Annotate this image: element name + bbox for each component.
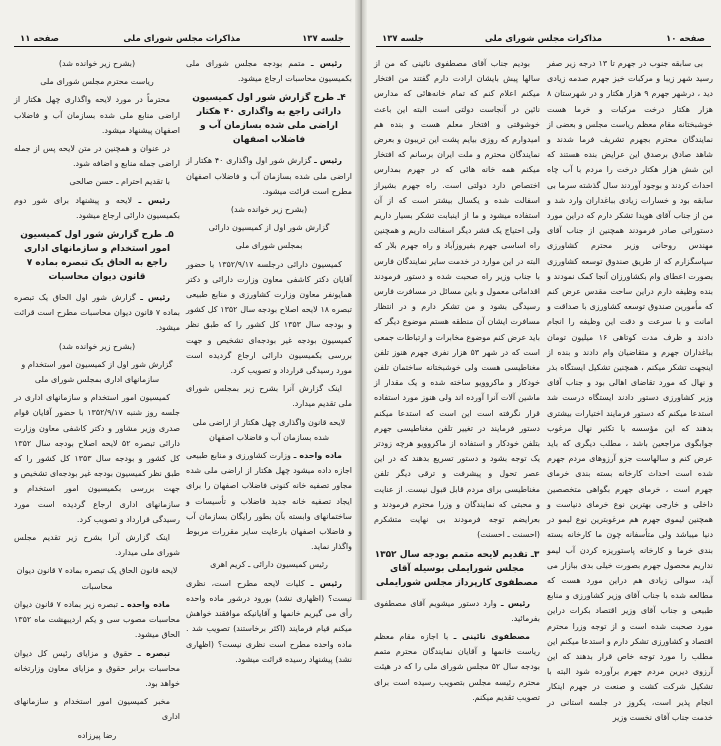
paragraph-text: گزارش شور اول از کمیسیون امور استخدام و سازمانهای اداری بمجلس شورای ملی bbox=[21, 359, 173, 385]
speaker-label: ماده واحده ـ bbox=[121, 599, 170, 609]
section-heading bbox=[374, 548, 540, 590]
paragraph bbox=[14, 141, 180, 171]
text-column-right bbox=[186, 56, 352, 670]
paragraph-text: لایحه و پیشنهاد برای شور دوم بکمیسیون دارائی ارجاع میشود. bbox=[14, 195, 180, 220]
paragraph bbox=[186, 576, 352, 667]
session-number: جلسه ۱۳۷ bbox=[382, 34, 424, 44]
paragraph-text: گزارش شور اول از کمیسیون دارائی bbox=[208, 223, 330, 233]
centered-line bbox=[14, 563, 180, 593]
speaker-label: رئیس ـ bbox=[310, 578, 342, 588]
paragraph bbox=[374, 596, 540, 626]
paragraph-text: ۴ـ طرح گزارش شور اول کمیسیون دارائی راجع به واگذاری ۴۰ هکتار اراضی ملی شده بسازمان آب و فاضلاب اصفهان bbox=[192, 93, 346, 146]
paragraph-text: بمجلس شورای ملی bbox=[235, 241, 303, 251]
paragraph bbox=[14, 174, 180, 189]
paragraph-text: گزارش شور اول واگذاری ۴۰ هکتار از اراضی ملی شده بسازمان آب و فاضلاب اصفهان مطرح است قرائت میشود. bbox=[186, 156, 352, 196]
session-number: جلسه ۱۳۷ bbox=[302, 34, 344, 44]
centered-line bbox=[14, 74, 180, 89]
paragraph-text: اینک گزارش آنرا بشرح زیر بمجلس شورای ملی تقدیم میدارد. bbox=[186, 384, 352, 409]
centered-line bbox=[186, 557, 352, 572]
paragraph bbox=[186, 153, 352, 199]
paragraph-text: با تقدیم احترام ـ حسن صالحی bbox=[69, 177, 170, 187]
paragraph-text: (بشرح زیر خوانده شد) bbox=[230, 205, 308, 215]
paragraph-text: (بشرح زیر خوانده شد) bbox=[58, 59, 136, 68]
paragraph bbox=[374, 629, 540, 705]
text-column-right bbox=[547, 56, 713, 728]
running-title: مذاکرات مجلس شورای ملی bbox=[123, 34, 241, 44]
paragraph-text: تبصره زیر بماده ۷ قانون دیوان محاسبات مصوب سی و یکم اردیبهشت ماه ۱۳۵۲ الحاق میشود. bbox=[14, 599, 180, 640]
paragraph-text: کلیات لایحه مطرح است، نظری نیست؟ (اظهاری نشد) بورود درشور ماده واحده رأی می گیریم خانمها و آقایانیکه موافقند خواهش میکنم قیام فرمایند (اکثر برخاستند) تصویب شد . ماده واحده مطرح است نظری نیست؟ (اظهاری نشد) پیشنهاد رسیده قرائت میشود. bbox=[186, 578, 352, 664]
paragraph bbox=[14, 92, 180, 138]
section-heading bbox=[14, 228, 180, 284]
paragraph-text: لایحه قانون واگذاری چهل هکتار از اراضی ملی شده بسازمان آب و فاضلاب اصفهان bbox=[192, 417, 346, 442]
paragraph-text: وارد دستور میشویم آقای مصطفوی بفرمائید. bbox=[374, 598, 540, 623]
centered-line bbox=[186, 202, 352, 217]
centered-line bbox=[14, 339, 180, 354]
paragraph bbox=[14, 694, 180, 724]
paragraph-text: اینک گزارش آنرا بشرح زیر تقدیم مجلس شورای ملی میدارد. bbox=[14, 533, 180, 558]
paragraph-text: لایحه قانون الحاق یک تبصره بماده ۷ قانون دیوان محاسبات bbox=[16, 566, 178, 591]
paragraph bbox=[14, 193, 180, 223]
paragraph-text: ریاست محترم مجلس شورای ملی bbox=[40, 77, 154, 87]
centered-line bbox=[14, 357, 180, 387]
paragraph-text: با اجازه مقام معظم ریاست خانمها و آقایان نمایندگان محترم متمم بودجه سال ۵۲ مجلس شورای ملی را که در هیئت محترم رئیسه مجلس بتصویب رسیده است برای تصویب تقدیم میکنم. bbox=[374, 631, 540, 702]
speaker-label: رئیس ـ bbox=[500, 598, 530, 608]
paragraph-text: در عنوان و همچنین در متن لایحه پس از جمله اراضی جمله منابع و اضافه شود. bbox=[14, 144, 180, 169]
paragraph-text: متمم بودجه مجلس شورای ملی بکمیسیون محاسبات ارجاع میشود. bbox=[186, 59, 352, 84]
paragraph bbox=[14, 597, 180, 643]
text-column-left bbox=[14, 56, 180, 746]
paragraph-text: بودیم جناب آقای مصطفوی نائینی که من از سالها پیش بایشان ارادت دارم گفتند من افتخار میکنم اعلام کنم که تمام خانه‌هائی که مدارس نائین در آنجاست دولتی است البته این باعث خوشوقتی و افتخار معلم هست و بنده هم امیدوارم که روزی بیایم پشت این تریبون و بعرض نمایندگان محترم و ملت ایران برسانم که افتخار میکنم همه خانه هائی که در جهرم بمدارس اختصاص دارد دولتی است. راه جهرم بشیراز اسفالت شده و یکسال بیشتر است که از آن استفاده میشود و ما از اینبابت تشکر بسیار داریم ولی احتیاج یک قشر دیگر اسفالت داریم و همچنین راه اساسی جهرم بفیروزآباد و راه جهرم بلار که البته در این موارد در خدمت سایر نمایندگان فارس با جناب وزیر راه صحبت شده و دستور فرمودند اقداماتی معمول و باین مسائل در مسافرت فارس رسیدگی بشود و من تشکر دارم و در انتظار مسافرت ایشان آن منطقه هستم موضوع دیگر که باید عرض کنم موضوع مخابرات و ارتباطات جمعی است که در شهر ۵۳ هزار نفری جهرم هنوز تلفن مغناطیسی هست ولی خوشبختانه ساختمان تلفن خودکار و ماکروویو ساخته شده و یک مقدار از ماشین آلات آنرا آورده اند ولی هنوز مورد استفاده قرار نگرفته است این است که استدعا میکنم دستور فرمایند در تغییر تلفن مغناطیسی جهرم بتلفن خودکار و استفاده از ماکروویو هرچه زودتر یک توجه بشود و دستور تسریع بدهند که در این عصر تحول و پیشرفت و ترقی دیگر تلفن مغناطیسی برای مردم قابل قبول نیست. از عنایت و محبتی که نمایندگان و وزرا محترم فرمودند و بعرایضم توجه فرمودند بی نهایت متشکرم (احسنت ـ احسنت) bbox=[374, 59, 541, 540]
paragraph-text: (بشرح زیر خوانده شد) bbox=[58, 341, 136, 351]
paragraph-text: کمیسیون دارائی درجلسه ۱۳۵۲/۹/۱۷ با حضور آقایان دکتر کاشفی معاون وزارت دارائی و دکتر همایونفر معاون وزارت کشاورزی و منابع طبیعی تبصره ۱۸ لایحه اصلاح بودجه سال ۱۳۵۲ کل کشور و بودجه سال ۱۳۵۳ کل کشور را که طبق نظر کمیسیون بودجه غیر بودجه‌ای تشخیص و جهت بررسی بکمیسیون دارائی ارجاع گردیده است مورد رسیدگی قرارداد و تصویب کرد. bbox=[186, 259, 353, 376]
paragraph-text: رئیس کمیسیون دارائی ـ کریم اهری bbox=[210, 560, 328, 570]
paragraph bbox=[14, 646, 180, 692]
paragraph bbox=[374, 56, 540, 543]
paragraph bbox=[186, 56, 352, 86]
speaker-label: ماده واحده ـ bbox=[293, 451, 343, 461]
paragraph-text: حقوق و مزایای رئیس کل دیوان محاسبات برابر حقوق و مزایای معاون وزارتخانه خواهد بود. bbox=[14, 648, 180, 688]
speaker-label: رئیس ـ bbox=[310, 59, 342, 68]
speaker-label: تبصره ـ bbox=[137, 648, 171, 658]
paragraph-text: ۵ـ طرح گزارش شور اول کمیسیون امور استخدام و سازمانهای اداری راجع به الحاق یک تبصره بماده ۷ قانون دیوان محاسبات bbox=[20, 230, 174, 283]
centered-line bbox=[186, 415, 352, 445]
right-page bbox=[362, 0, 721, 722]
paragraph-text: مخبر کمیسیون امور استخدام و سازمانهای اداری bbox=[14, 697, 180, 722]
page-number: صفحه ۱۱ bbox=[20, 34, 59, 44]
speaker-label: رئیس ـ bbox=[140, 293, 170, 303]
speaker-label: مصطفوی نائینی ـ bbox=[453, 631, 530, 641]
section-heading bbox=[186, 91, 352, 147]
running-title: مذاکرات مجلس شورای ملی bbox=[484, 34, 603, 44]
paragraph-text: وزارت کشاورزی و منابع طبیعی اجازه داده میشود چهل هکتار از اراضی ملی شده مجاور تصفیه خانه کنونی فاضلاب اصفهان را برای ایجاد تصفیه خانه جدید فاضلاب و تأسیسات و ساختمانهای وابسته بآن بطور رایگان بسازمان آب و فاضلاب اصفهان بارعایت سایر مقررات مربوط واگذار نماید. bbox=[186, 451, 352, 552]
centered-line bbox=[186, 238, 352, 253]
paragraph-text: بی سابقه جنوب در جهرم تا ۱۳ درجه زیر صفر رسید شهر زیبا و مرکبات خیز جهرم صدمه زیادی دید ، درشهر جهرم ۹ هزار هکتار و در شهرستان ۸ هزار هکتار درخت مرکبات و خرما هست خوشبختانه مقام معظم ریاست مجلس و بعضی از نمایندگان محترم بجهرم تشریف فرما شدند و شاهد صادق برصدق این عرایض بنده هستند که این شش هزار هکتار درخت را مردم با آب چاه احداث کردند و بوجود آوردند سال گذشته سرما بی سابقه بود و خسارات زیادی بباغداران وارد شد و من از جناب آقای هویدا تشکر دارم که دراین مورد دستوراتی صادر فرمودند همچنین از جناب آقای مهندس روحانی وزیر محترم کشاورزی سپاسگزارم که از طریق صندوق توسعه کشاورزی بصورت اعطای وام بکشاورزان آنجا کمک نمودند و بنده وظیفه دارم دراین ساحت مقدس عرض کنم که مأمورین صندوق توسعه کشاورزی با صداقت و امانت و با سرعت و دقت این وظیفه را انجام دادند و ظرف مدت کوتاهی ۱۶ میلیون تومان بباغداران جهرم و متقاضیان وام دادند و بنده از اینجهت تشکر میکنم ، همچنین تشکیل ایستگاه بذر و نهال که مورد تقاضای اهالی بود و جناب آقای وزیر کشاورزی دستور دادند ایستگاه درست شد استدعا میکنم که دستور فرمایند اختیارات بیشتری بدهند که این مؤسسه با تکثیر نهال مرغوب جوابگوی مراجعین باشد ، مطلب دیگری که باید عرض کنم و سالهاست جزو آرزوهای مردم جهرم شده است احداث کارخانه بسته بندی خرمای جهرم است ، خرمای جهرم بگواهی متخصصین داخلی و خارجی بهترین نوع خرمای دنیاست و همچنین لیموی جهرم هم مرغوبترین نوع لیمو در دنیا میباشد ولی متأسفانه چون ما کارخانه بسته بندی خرما و کارخانه پاستوریزه کردن آب لیمو نداریم محصول جهرم بصورت خیلی بدی ببازار می آید، سوالی زیادی هم دراین مورد هست که مطالعه شده با جناب آقای وزیر کشاورزی و منابع طبیعی و جناب آقای وزیر اقتصاد بکرات دراین مورد صحبت شده است و از توجه وزرا محترم اقتصاد و کشاورزی تشکر دارم و استدعا میکنم این مطلب را مورد توجه خاص قرار بدهند که این آرزوی دیرین مردم جهرم برآورده شود البته با تشکیل شرکت کشت و صنعت در جهرم اینکار انجام پذیر است، یکروز در جلسه استانی در خدمت جناب آقای نخست وزیر bbox=[547, 59, 714, 722]
paragraph bbox=[186, 448, 352, 554]
paragraph bbox=[14, 530, 180, 560]
paragraph bbox=[186, 257, 352, 379]
paragraph bbox=[14, 390, 180, 527]
paragraph bbox=[14, 290, 180, 336]
paragraph-text: رضا پیرزاده bbox=[77, 730, 117, 740]
paragraph-text: محترماً در مورد لایحه واگذاری چهل هکتار از اراضی منابع ملی شده بسازمان آب و فاضلاب اصفهان پیشنهاد میشود. bbox=[14, 95, 180, 135]
paragraph-text: گزارش شور اول الحاق یک تبصره بماده ۷ قانون دیوان محاسبات مطرح است قرائت میشود. bbox=[14, 293, 181, 333]
page-header bbox=[376, 30, 711, 47]
paragraph-text: ۳ـ تقدیم لایحه متمم بودجه سال ۱۳۵۲ مجلس شورایملی بوسیله آقای مصطفوی کارپرداز مجلس شورایملی bbox=[374, 549, 540, 588]
speaker-label: رئیس ـ bbox=[138, 195, 171, 205]
paragraph bbox=[547, 56, 713, 725]
centered-line bbox=[14, 56, 180, 71]
paragraph-text: کمیسیون امور استخدام و سازمانهای اداری در جلسه روز شنبه ۱۳۵۲/۹/۱۷ با حضور آقایان قوام صدری وزیر مشاور و دکتر کاشفی معاون وزارت دارائی تبصره ۵۲ لایحه اصلاح بودجه سال ۱۳۵۲ کل کشور و بودجه سال ۱۳۵۳ کل کشور را که طبق نظر کمیسیون بودجه غیر بودجه‌ای تشخیص و جهت بررسی بکمیسیون امور استخدام و سازمانهای اداری ارجاع گردیده است مورد رسیدگی قرارداد و تصویب کرد. bbox=[14, 393, 181, 524]
text-column-left bbox=[374, 56, 540, 708]
left-page bbox=[0, 0, 360, 740]
centered-line bbox=[14, 728, 180, 743]
page-number: صفحه ۱۰ bbox=[666, 34, 705, 44]
page-header bbox=[14, 30, 350, 47]
speaker-label: رئیس ـ bbox=[314, 156, 342, 166]
centered-line bbox=[186, 220, 352, 235]
paragraph bbox=[186, 381, 352, 411]
